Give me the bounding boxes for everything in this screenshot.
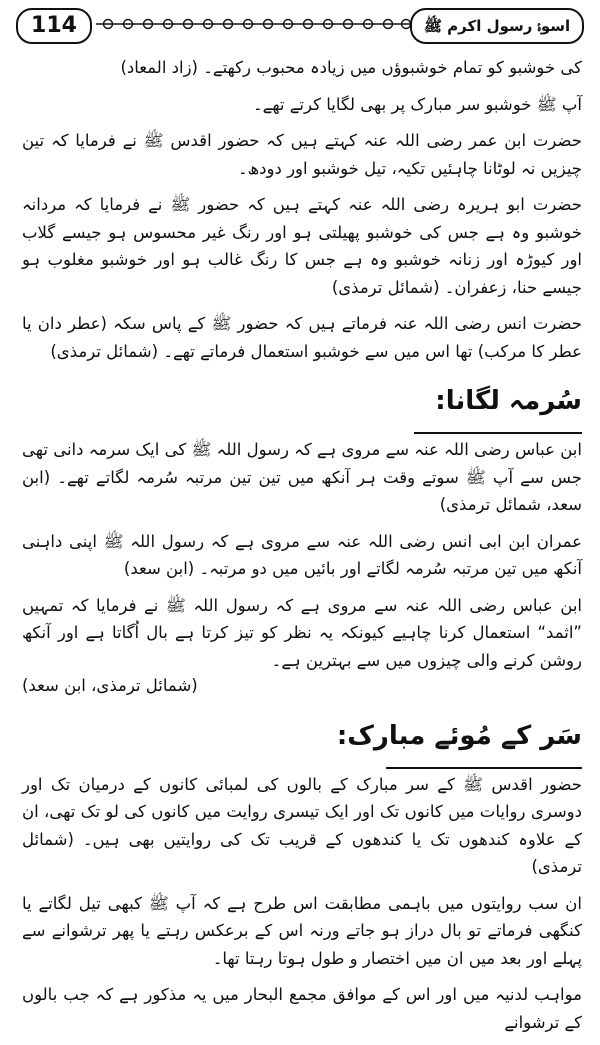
paragraph-6: ابن عباس رضی اللہ عنہ سے مروی ہے کہ رسول اللہ ﷺ کی ایک سرمہ دانی تھی جس سے آپ ﷺ سوتے وقت ہر آنکھ میں تین تین مرتبہ سُرمہ لگاتے تھے۔ (ابن سعد، شمائل ترمذی) bbox=[22, 440, 582, 514]
paragraph-9: حضور اقدس ﷺ کے سر مبارک کے بالوں کی لمبائی کانوں کے درمیان تک اور دوسری روایات میں کانوں تک اور ایک تیسری روایت میں کانوں کی لو تک تھی، ان کے علاوہ کندھوں تک یا کندھوں کے قریب تک کی روایتیں بھی ہیں۔ (شمائل ترمذی) bbox=[22, 774, 582, 876]
paragraph-11: مواہب لدنیہ میں اور اس کے موافق مجمع البحار میں یہ مذکور ہے کہ جب بالوں کے ترشوانے bbox=[22, 985, 582, 1032]
paragraph-3: حضرت ابن عمر رضی اللہ عنہ کہتے ہیں کہ حضور اقدس ﷺ نے فرمایا کہ تین چیزیں نہ لوٹانا چاہئیں تکیہ، تیل خوشبو اور دودھ۔ bbox=[22, 131, 582, 178]
paragraph-2: آپ ﷺ خوشبو سر مبارک پر بھی لگایا کرتے تھے۔ bbox=[252, 94, 582, 114]
section-heading-hair-wrapper bbox=[22, 709, 582, 771]
paragraph-4: حضرت ابو ہریرہ رضی اللہ عنہ کہتے ہیں کہ حضور ﷺ نے فرمایا کہ مردانہ خوشبو وہ ہے جس کی خوشبو پھیلتی ہو اور رنگ غیر محسوس ہو جیسے گلاب اور کیوڑہ اور زنانہ خوشبو وہ ہے جس کا رنگ غالب ہو اور خوشبو مغلوب ہو جیسے حنا، زعفران۔ (شمائل ترمذی) bbox=[22, 195, 582, 297]
book-title: اسوۂ رسول اکرم ﷺ bbox=[410, 8, 584, 44]
paragraph-5: حضرت انس رضی اللہ عنہ فرماتے ہیں کہ حضور ﷺ کے پاس سکہ (عطر دان یا عطر کا مرکب) تھا اس میں سے خوشبو استعمال فرماتے تھے۔ (شمائل ترمذی) bbox=[22, 314, 582, 361]
paragraph-7: عمران ابن ابی انس رضی اللہ عنہ سے مروی ہے کہ رسول اللہ ﷺ اپنی داہنی آنکھ میں تین مرتبہ سُرمہ لگاتے اور بائیں میں دو مرتبہ۔ (ابن سعد) bbox=[22, 531, 582, 578]
header-ornament-border bbox=[96, 18, 412, 30]
paragraph-8 bbox=[22, 592, 582, 700]
page-body bbox=[22, 54, 582, 1045]
paragraph-8-reference: (شمائل ترمذی، ابن سعد) bbox=[22, 676, 198, 695]
paragraph-8-text: ابن عباس رضی اللہ عنہ سے مروی ہے کہ رسول اللہ ﷺ نے فرمایا کہ تمہیں ”اثمد“ استعمال کرنا چاہیے کیونکہ یہ نظر کو تیز کرتا ہے بال اُگاتا ہے اور آنکھ روشن کرنے والی چیزوں میں سے بہترین ہے۔ bbox=[22, 595, 582, 670]
page-header bbox=[8, 4, 592, 44]
paragraph-1: کی خوشبو کو تمام خوشبوؤں میں زیادہ محبوب رکھتے۔ (زاد المعاد) bbox=[120, 58, 582, 77]
paragraph-10: ان سب روایتوں میں باہمی مطابقت اس طرح ہے کہ آپ ﷺ کبھی تیل لگاتے یا کنگھی فرماتے تو بال دراز ہو جاتے ورنہ اس کے برعکس رہتے یا پھر ترشوانے سے پہلے اور بعد میں ان میں اختصار و طول ہوتا رہتا تھا۔ bbox=[22, 893, 582, 968]
section-heading-surma: سُرمہ لگانا: bbox=[435, 386, 582, 416]
section-heading-surma-wrapper bbox=[22, 374, 582, 436]
page-number: 114 bbox=[16, 8, 92, 44]
section-heading-hair: سَر کے مُوئے مبارک: bbox=[336, 720, 582, 751]
